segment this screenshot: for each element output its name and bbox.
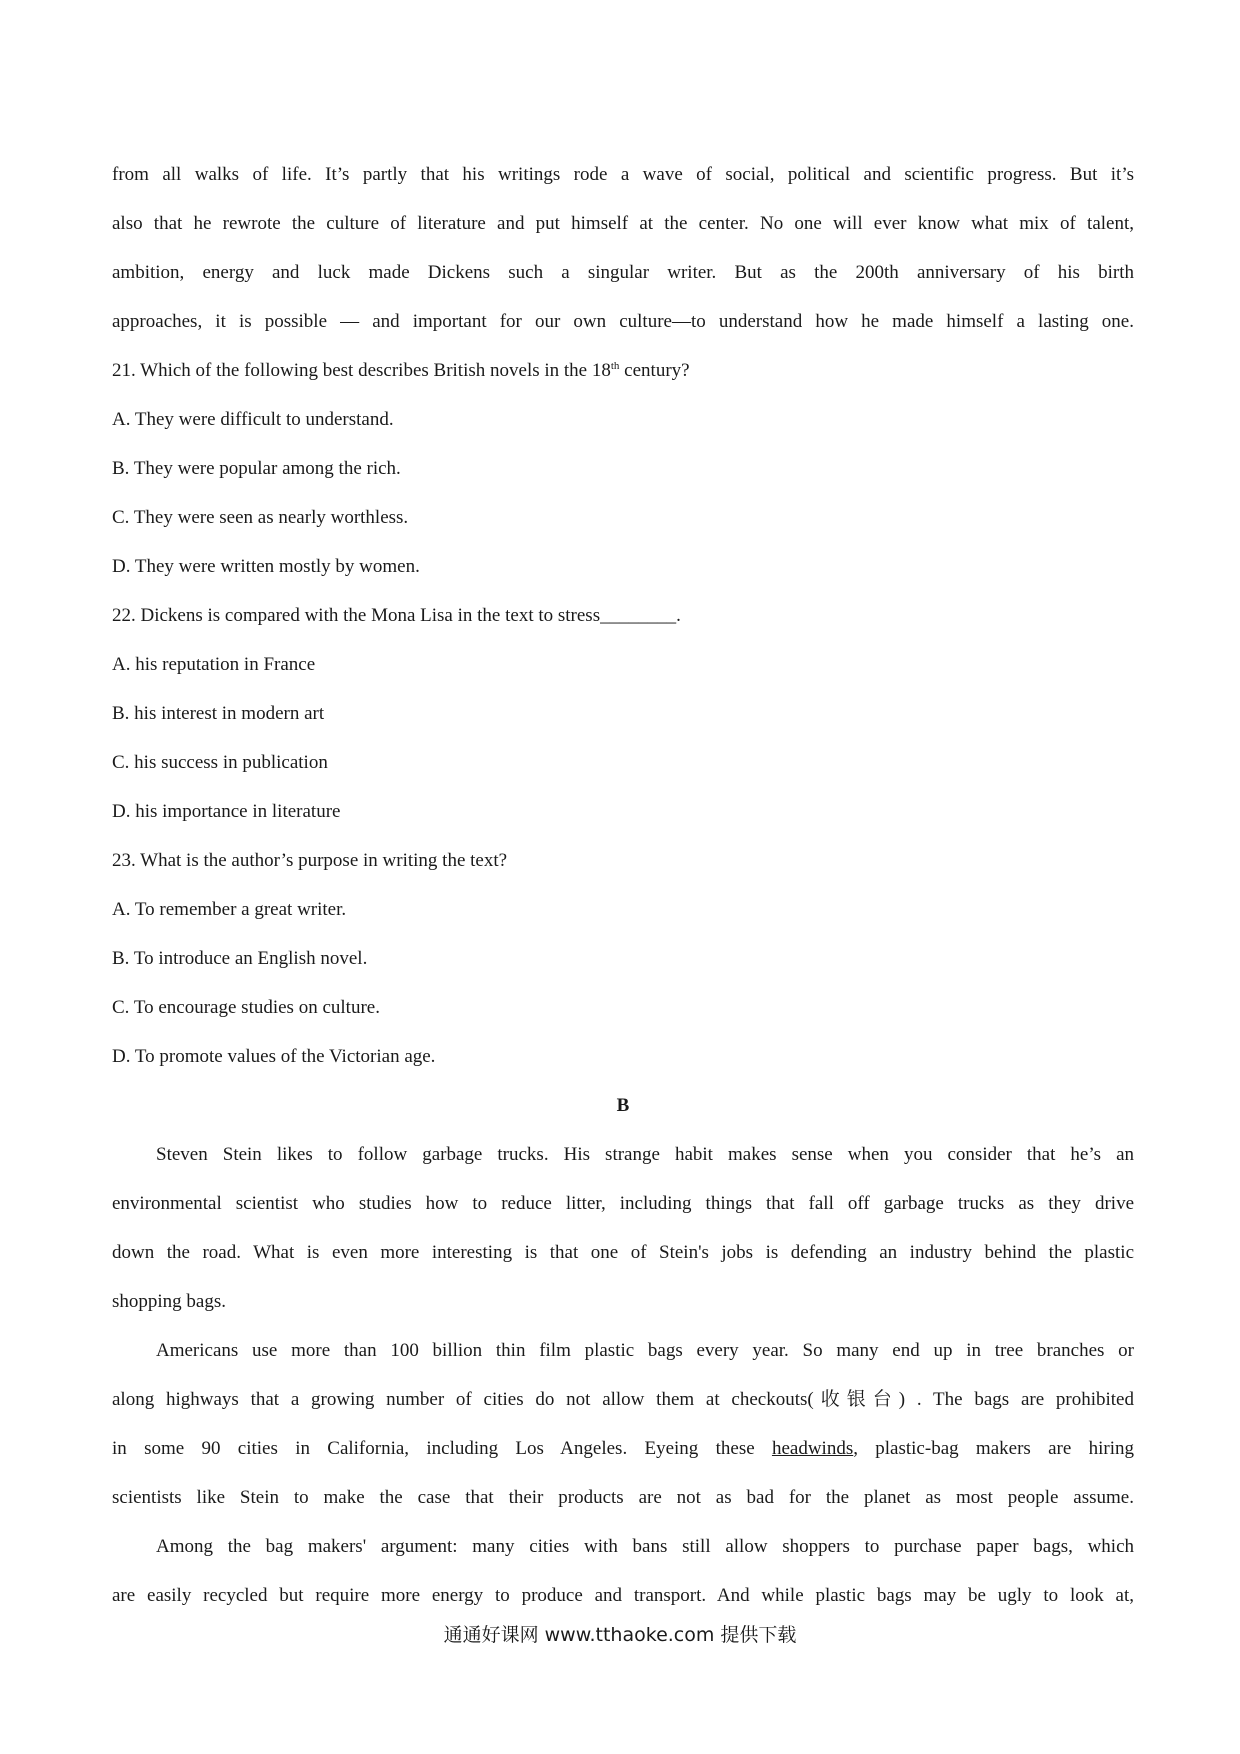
q22-option-d: D. his importance in literature [112,801,341,822]
q21-stem-after: century? [619,360,690,381]
q21-stem-before: 21. Which of the following best describes British novels in the 18 [112,360,611,381]
paragraph-line: Americans use more than 100 billion thin film plastic bags every year. So many end up in tree branches or [156,1340,1134,1361]
q23-option-a: A. To remember a great writer. [112,899,347,920]
q23-option-c: C. To encourage studies on culture. [112,997,380,1018]
q22-option-b: B. his interest in modern art [112,703,325,724]
paragraph-line [112,1424,1134,1473]
q23-option-b: B. To introduce an English novel. [112,948,368,969]
page-footer-watermark: 通通好课网 www.tthaoke.com 提供下载 [443,1624,797,1646]
passage-line: ambition, energy and luck made Dickens such a singular writer. But as the 200th anniversary of his birth [112,262,1134,283]
question-21-stem [112,346,1134,395]
passage-line: approaches, it is possible — and important for our own culture—to understand how he made himself a lasting one. [112,311,1134,332]
q21-option-b: B. They were popular among the rich. [112,458,401,479]
q21-option-a: A. They were difficult to understand. [112,409,394,430]
paragraph-line: down the road. What is even more interesting is that one of Stein's jobs is defending an industry behind the plastic [112,1242,1134,1263]
paragraph-line: environmental scientist who studies how to reduce litter, including things that fall off garbage trucks as they drive [112,1193,1134,1214]
q21-stem-sup: th [610,360,620,372]
passage-line: also that he rewrote the culture of literature and put himself at the center. No one will ever know what mix of talent, [112,213,1134,234]
p2-line3-after: , plastic-bag makers are hiring [853,1438,1134,1459]
passage-line: from all walks of life. It’s partly that his writings rode a wave of social, political and scientific progress. But it’s [112,164,1134,185]
paragraph-line: Steven Stein likes to follow garbage trucks. His strange habit makes sense when you consider that he’s an [156,1144,1134,1165]
underlined-word-headwinds: headwinds [771,1438,854,1459]
paragraph-line: are easily recycled but require more energy to produce and transport. And while plastic bags may be ugly to look at, [112,1585,1134,1606]
paragraph-line: scientists like Stein to make the case that their products are not as bad for the planet as most people assume. [112,1487,1134,1508]
paragraph-line: Among the bag makers' argument: many cities with bans still allow shoppers to purchase paper bags, which [156,1536,1134,1557]
q21-option-d: D. They were written mostly by women. [112,556,420,577]
section-b-heading: B [616,1095,630,1116]
document-page [112,150,1134,1620]
q21-option-c: C. They were seen as nearly worthless. [112,507,409,528]
paragraph-line: along highways that a growing number of cities do not allow them at checkouts(收银台) . The bags are prohibited [112,1389,1134,1410]
p2-line3-before: in some 90 cities in California, including Los Angeles. Eyeing these [112,1438,772,1459]
q22-option-c: C. his success in publication [112,752,328,773]
question-22-stem: 22. Dickens is compared with the Mona Lisa in the text to stress________. [112,605,681,626]
q22-option-a: A. his reputation in France [112,654,316,675]
question-23-stem: 23. What is the author’s purpose in writing the text? [112,850,508,871]
q23-option-d: D. To promote values of the Victorian age. [112,1046,436,1067]
paragraph-line: shopping bags. [112,1291,226,1312]
